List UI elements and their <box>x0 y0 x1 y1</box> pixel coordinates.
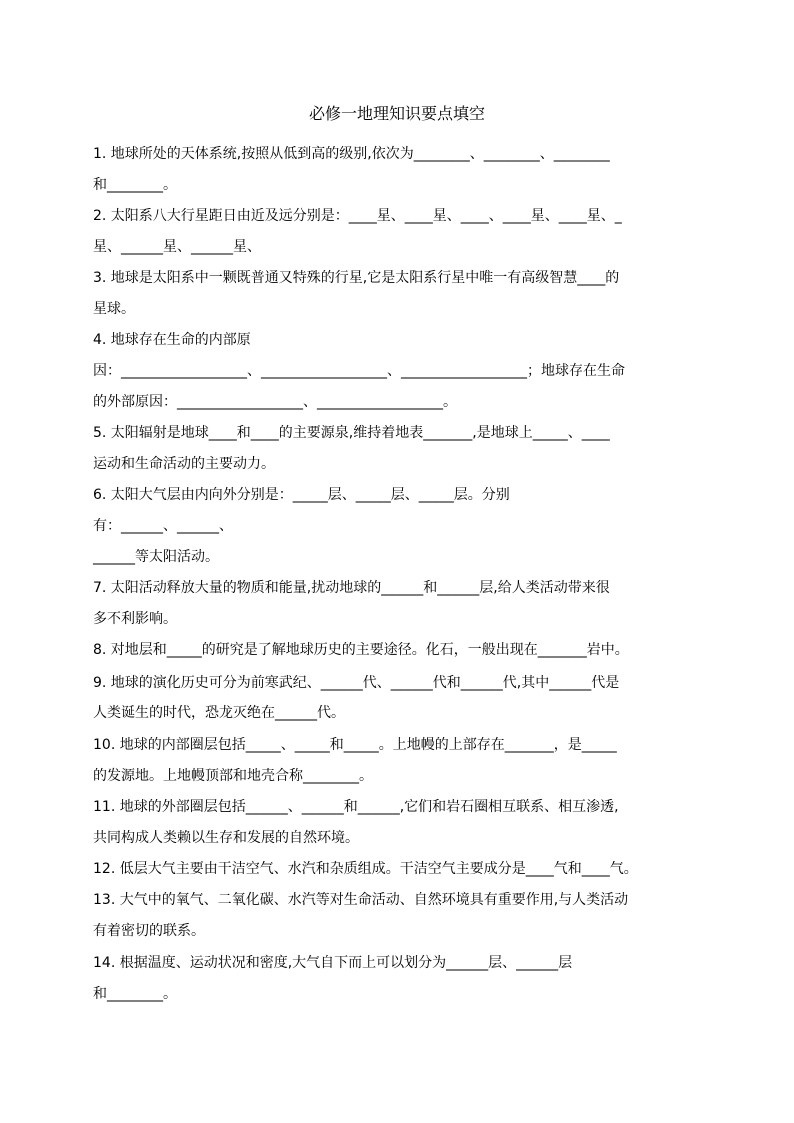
q13-line-2: 有着密切的联系。 <box>93 923 205 939</box>
q3-line-1: 3. 地球是太阳系中一颗既普通又特殊的行星,它是太阳系行星中唯一有高级智慧____的 <box>93 270 620 286</box>
q11-line-2: 共同构成人类赖以生存和发展的自然环境。 <box>93 830 359 846</box>
q3-line-2: 星球。 <box>93 301 135 317</box>
q1-line-1: 1. 地球所处的天体系统,按照从低到高的级别,依次为________、________、________ <box>93 146 610 162</box>
q6-line-3: ______等太阳活动。 <box>93 549 219 565</box>
q4-line-3: 的外部原因：__________________、__________________。 <box>93 394 457 410</box>
q10-line-1: 10. 地球的内部圈层包括_____、_____和_____。上地幔的上部存在_______，是_____ <box>93 737 617 753</box>
q7-line-2: 多不利影响。 <box>93 611 177 627</box>
document-title: 必修一地理知识要点填空 <box>308 104 485 123</box>
q10-line-2: 的发源地。上地幔顶部和地壳合称________。 <box>93 768 373 784</box>
q11-line-1: 11. 地球的外部圈层包括______、______和______,它们和岩石圈相互联系、相互渗透, <box>93 799 619 815</box>
q9-line-2: 人类诞生的时代，恐龙灭绝在______代。 <box>93 705 345 721</box>
q14-line-2: 和________。 <box>93 986 177 1002</box>
q7-line-1: 7. 太阳活动释放大量的物质和能量,扰动地球的______和______层,给人类活动带来很 <box>93 580 610 596</box>
q12-line-1: 12. 低层大气主要由干洁空气、水汽和杂质组成。干洁空气主要成分是____气和____气。 <box>93 861 638 877</box>
q5-line-2: 运动和生命活动的主要动力。 <box>93 456 275 472</box>
q9-line-1: 9. 地球的演化历史可分为前寒武纪、______代、______代和______代,其中______代是 <box>93 675 620 691</box>
q13-line-1: 13. 大气中的氧气、二氧化碳、水汽等对生命活动、自然环境具有重要作用,与人类活动 <box>93 892 629 908</box>
q4-line-2: 因：__________________、__________________、__________________；地球存在生命 <box>93 363 625 379</box>
q4-line-1: 4. 地球存在生命的内部原 <box>93 332 251 348</box>
q14-line-1: 14. 根据温度、运动状况和密度,大气自下而上可以划分为______层、______层 <box>93 955 573 971</box>
q6-line-2: 有：______、______、 <box>93 518 233 534</box>
q5-line-1: 5. 太阳辐射是地球____和____的主要源泉,维持着地表_______,是地球上_____、____ <box>93 425 610 441</box>
q6-line-1: 6. 太阳大气层由内向外分别是：_____层、_____层、_____层。分别 <box>93 487 510 503</box>
q2-line-1: 2. 太阳系八大行星距日由近及远分别是：____星、____星、____、____星、____星、_ <box>93 208 622 224</box>
q1-line-2: 和________。 <box>93 177 177 193</box>
q2-line-2: 星、______星、______星、 <box>93 239 261 255</box>
q8-line-1: 8. 对地层和_____的研究是了解地球历史的主要途径。化石，一般出现在_______岩中。 <box>93 642 629 658</box>
